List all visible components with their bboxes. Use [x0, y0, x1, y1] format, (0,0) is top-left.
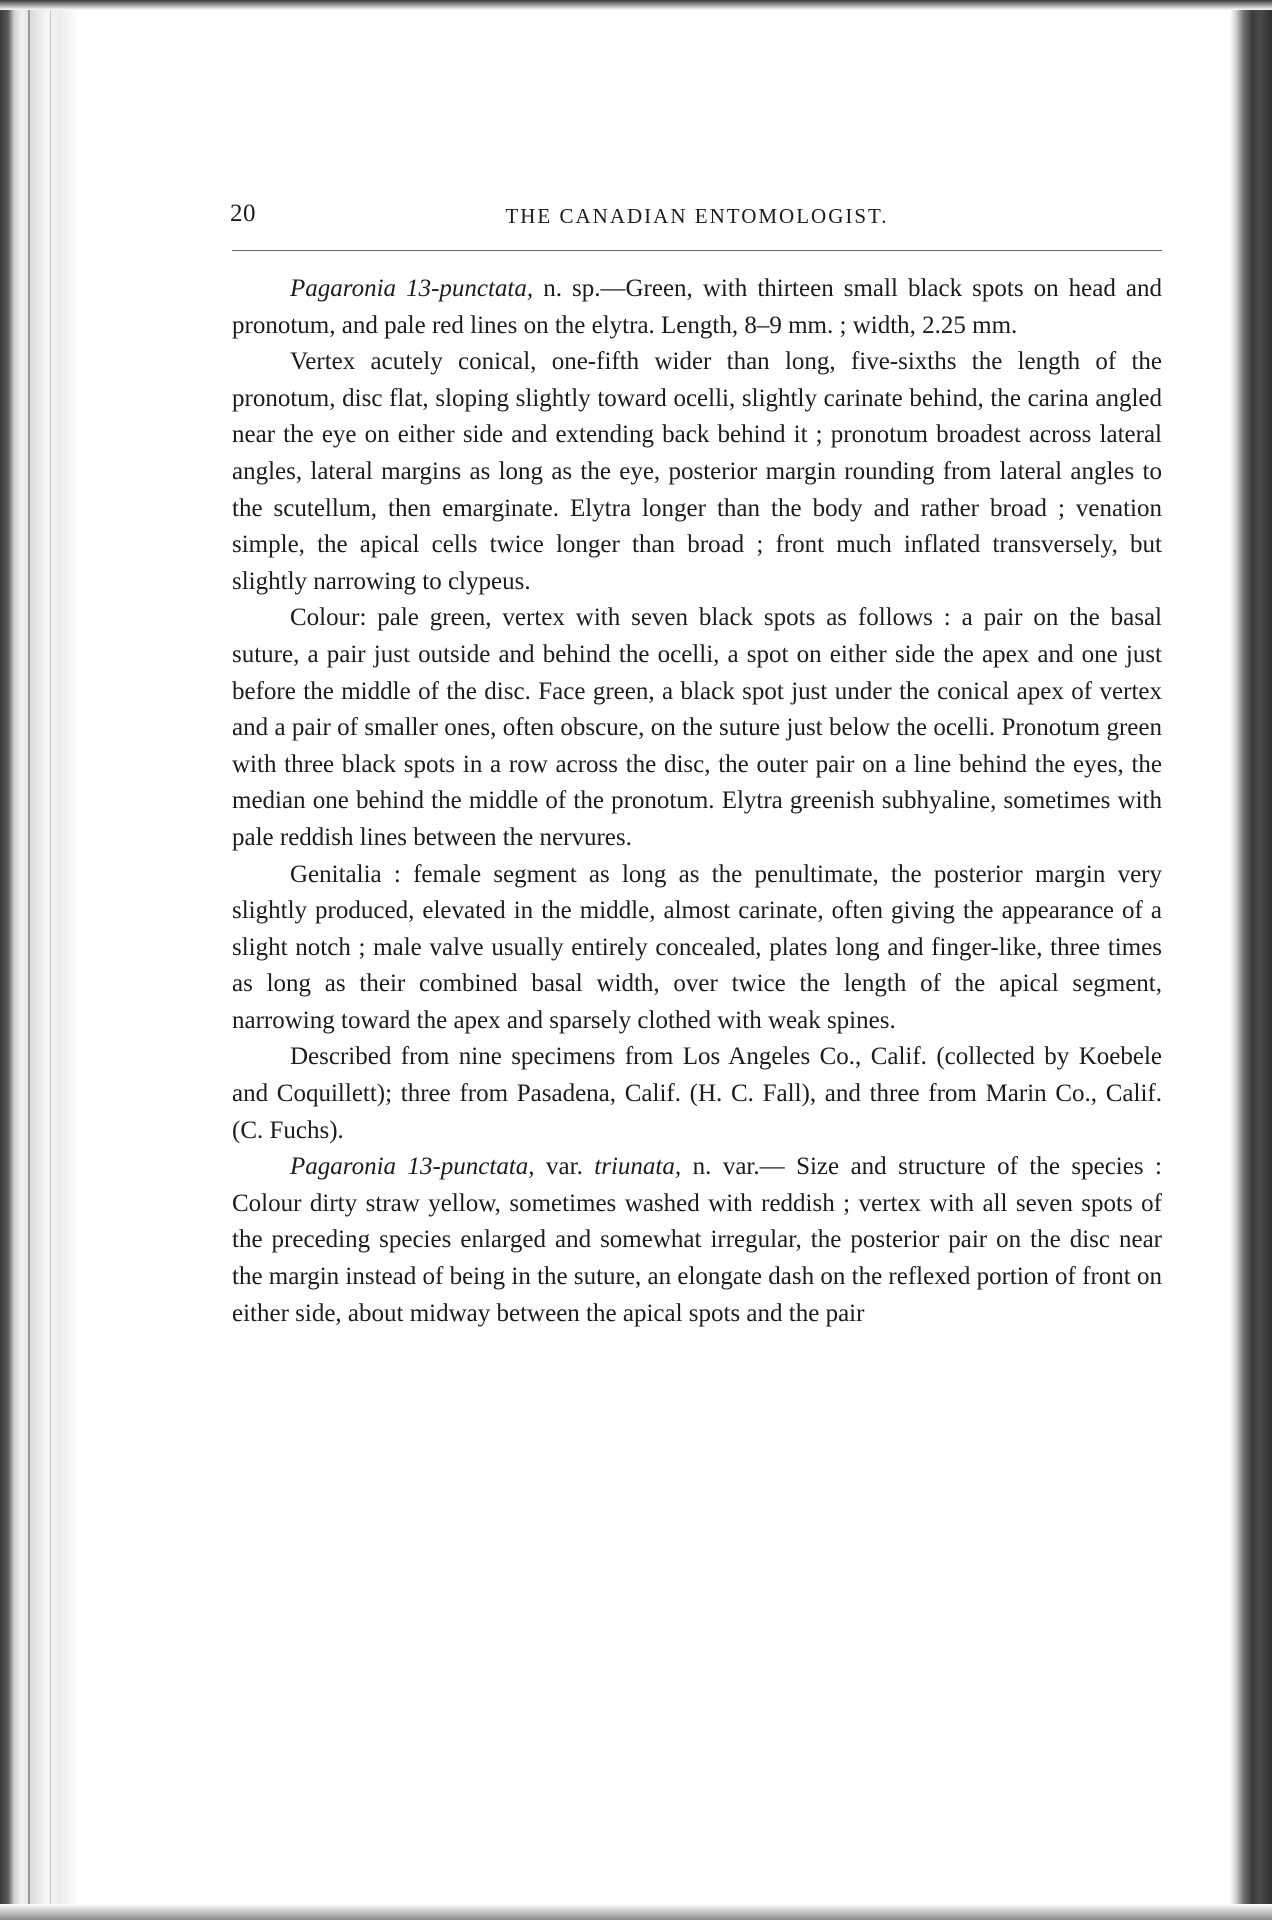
- species-name: Pagaronia 13-punctata,: [290, 1153, 535, 1181]
- header-rule: [232, 250, 1162, 251]
- species-name: Pagaronia 13-punctata,: [290, 275, 534, 302]
- variety-label: var.: [534, 1153, 595, 1181]
- paragraph-colour: [232, 600, 1162, 856]
- running-head: [232, 196, 1162, 236]
- scan-left-binding-line-2: [50, 0, 51, 1920]
- variety-name: triunata,: [594, 1153, 682, 1181]
- page-number: 20: [230, 200, 256, 227]
- scan-top-edge: [0, 0, 1272, 10]
- paragraph-vertex: [232, 344, 1162, 600]
- paragraph-described-from: [232, 1039, 1162, 1149]
- scan-left-binding-line: [28, 0, 30, 1920]
- paragraph-text: n. var.— Size and structure of the species : Colour dirty straw yellow, sometimes washed with reddish ; vertex with all seven spots of the preceding species enlarged and somewhat irregular, the posterior pair on the disc near the margin instead of being in the suture, an elongate dash on the reflexed portion of front on either side, about midway between the apical spots and the pair: [232, 1153, 1162, 1327]
- scan-left-edge: [0, 0, 78, 1920]
- paragraph-text: Described from nine specimens from Los Angeles Co., Calif. (collected by Koebele and Coquillett); three from Pasadena, Calif. (H. C. Fall), and three from Marin Co., Calif. (C. Fuchs).: [232, 1043, 1162, 1144]
- paragraph-text: n. sp.—Green, with thirteen small black spots on head and pronotum, and pale red lines on the elytra. Length, 8–9 mm. ; width, 2.25 mm.: [232, 275, 1162, 339]
- paragraph-genitalia: [232, 857, 1162, 1040]
- body-text: [232, 271, 1162, 1332]
- journal-title: THE CANADIAN ENTOMOLOGIST.: [505, 204, 889, 228]
- paragraph-species-description: [232, 271, 1162, 344]
- scan-bottom-edge: [0, 1904, 1272, 1920]
- paragraph-text: Vertex acutely conical, one-fifth wider than long, five-sixths the length of the pronotum, disc flat, sloping slightly toward ocelli, slightly carinate behind, the carina angled near the eye on either side and extending back behind it ; pronotum broadest across lateral angles, lateral margins as long as the eye, posterior margin rounding from lateral angles to the scutellum, then emarginate. Elytra longer than the body and rather broad ; venation simple, the apical cells twice longer than broad ; front much inflated transversely, but slightly narrowing to clypeus.: [232, 348, 1162, 595]
- scan-right-edge: [1230, 0, 1272, 1920]
- paragraph-variety: [232, 1149, 1162, 1332]
- book-page: [232, 196, 1162, 1332]
- paragraph-text: Colour: pale green, vertex with seven black spots as follows : a pair on the basal suture, a pair just outside and behind the ocelli, a spot on either side the apex and one just before the middle of the disc. Face green, a black spot just under the conical apex of vertex and a pair of smaller ones, often obscure, on the suture just below the ocelli. Pronotum green with three black spots in a row across the disc, the outer pair on a line behind the eyes, the median one behind the middle of the pronotum. Elytra greenish subhyaline, sometimes with pale reddish lines between the nervures.: [232, 604, 1162, 851]
- paragraph-text: Genitalia : female segment as long as the penultimate, the posterior margin very slightly produced, elevated in the middle, almost carinate, often giving the appearance of a slight notch ; male valve usually entirely concealed, plates long and finger-like, three times as long as their combined basal width, over twice the length of the apical segment, narrowing toward the apex and sparsely clothed with weak spines.: [232, 860, 1162, 1034]
